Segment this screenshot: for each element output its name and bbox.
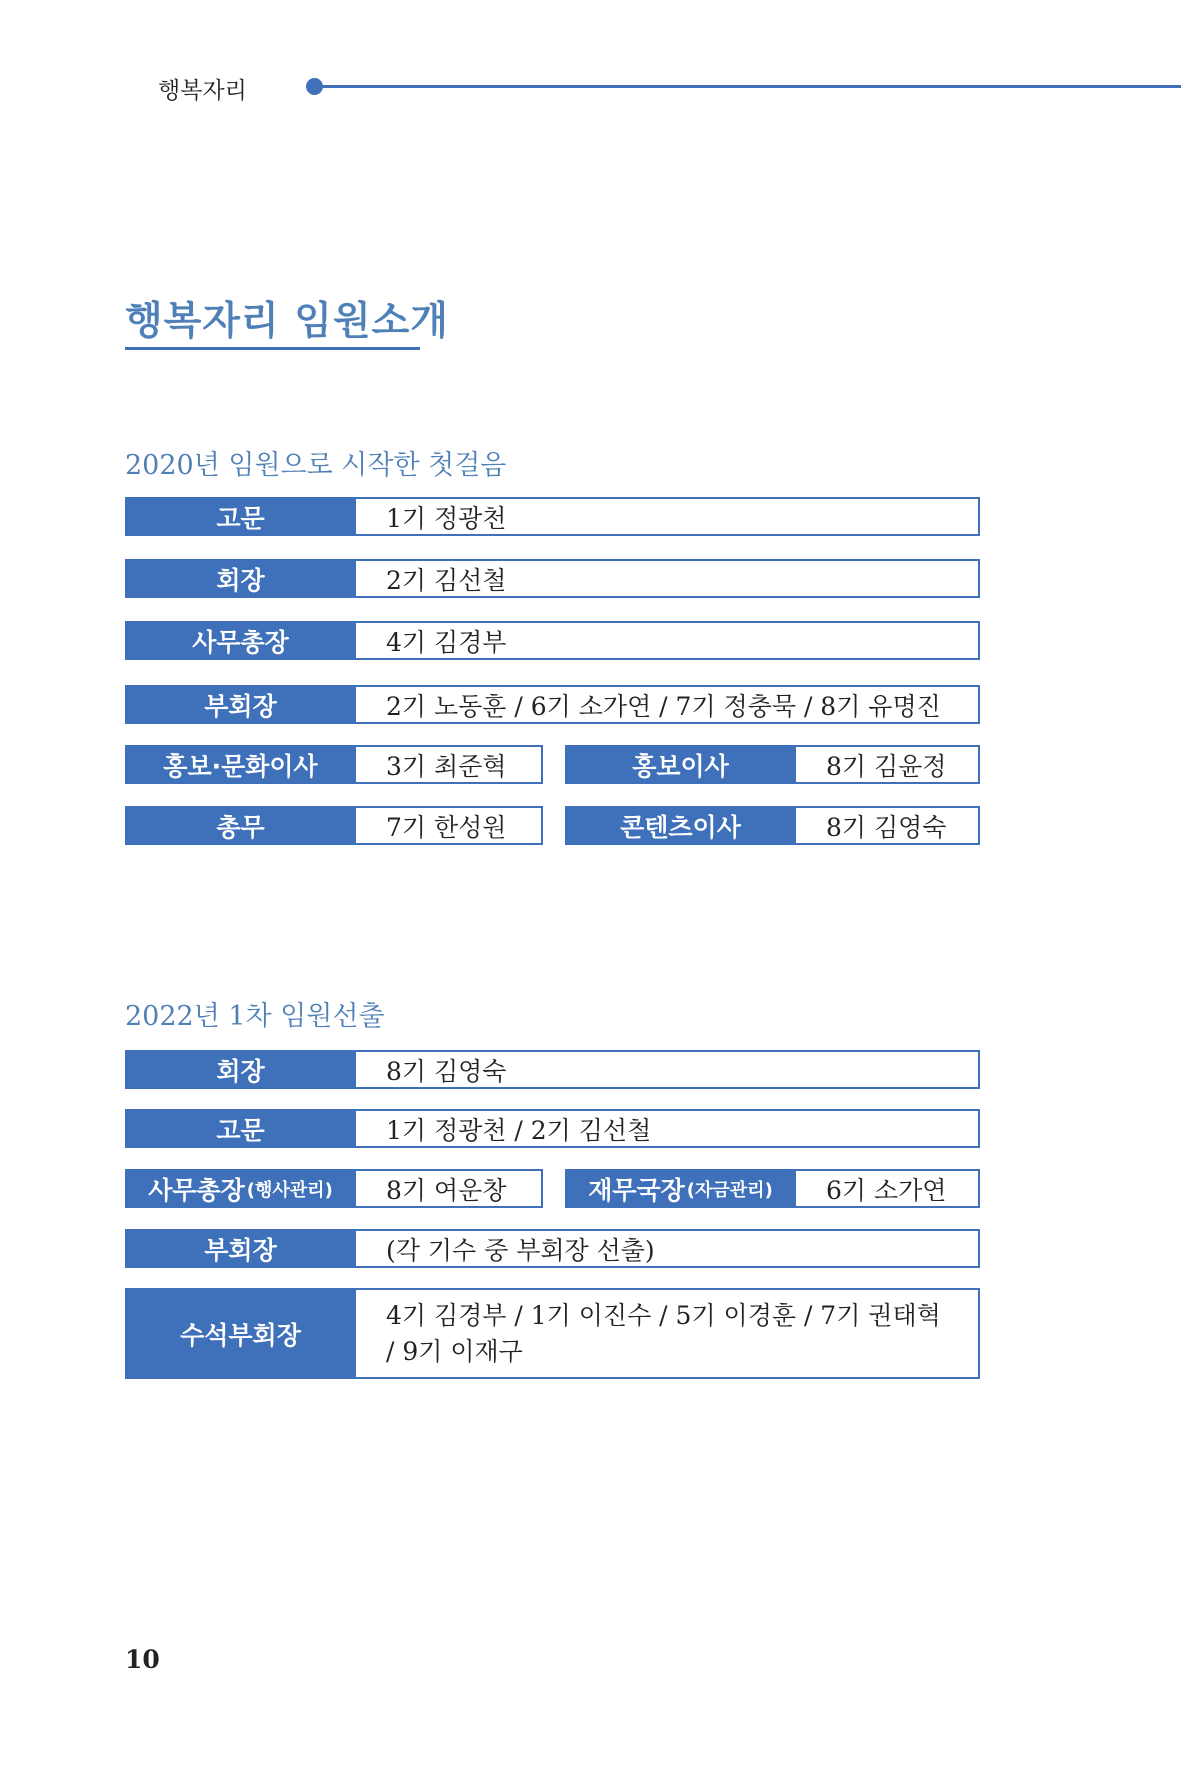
- officer-row-president-2020: [125, 559, 980, 598]
- role-label-text: 사무총장: [148, 1175, 245, 1205]
- role-label: 부회장: [125, 1229, 356, 1268]
- officer-cell-secretary-general-2022: [125, 1169, 543, 1208]
- role-label: 회장: [125, 1050, 356, 1089]
- role-label: 홍보이사: [565, 745, 796, 784]
- role-label: 수석부회장: [125, 1288, 356, 1379]
- header-rule: [318, 85, 1181, 88]
- role-value: 8기 여운창: [356, 1169, 543, 1208]
- role-label: 부회장: [125, 685, 356, 724]
- role-label: 회장: [125, 559, 356, 598]
- officer-row-advisor-2022: [125, 1109, 980, 1148]
- role-value: 8기 김영숙: [796, 806, 980, 845]
- role-value: 4기 김경부: [356, 621, 980, 660]
- officer-row-president-2022: [125, 1050, 980, 1089]
- officer-pair-row-general: [125, 806, 980, 845]
- role-value: 6기 소가연: [796, 1169, 980, 1208]
- role-label: [125, 1169, 356, 1208]
- officer-pair-row-pr: [125, 745, 980, 784]
- officer-cell-pr-culture: [125, 745, 543, 784]
- officer-row-advisor-2020: [125, 497, 980, 536]
- role-label-note: (행사관리): [246, 1179, 333, 1201]
- role-value: 7기 한성원: [356, 806, 543, 845]
- role-value: 1기 정광천: [356, 497, 980, 536]
- role-value: 8기 김윤정: [796, 745, 980, 784]
- officer-row-vice-president-2022: [125, 1229, 980, 1268]
- role-value-line: 4기 김경부 / 1기 이진수 / 5기 이경훈 / 7기 권태혁: [386, 1300, 941, 1330]
- running-header-title: 행복자리: [158, 78, 247, 104]
- page-number: 10: [125, 1645, 160, 1674]
- section-2022-heading: 2022년 1차 임원선출: [125, 1001, 385, 1032]
- officer-cell-general-affairs: [125, 806, 543, 845]
- role-value: [356, 1288, 980, 1379]
- role-value-line: / 9기 이재구: [386, 1336, 523, 1366]
- role-value: 2기 노동훈 / 6기 소가연 / 7기 정충묵 / 8기 유명진: [356, 685, 980, 724]
- role-value: 3기 최준혁: [356, 745, 543, 784]
- role-label-text: 재무국장: [588, 1175, 685, 1205]
- officer-cell-treasurer-2022: [565, 1169, 980, 1208]
- role-label: 고문: [125, 497, 356, 536]
- role-label-note: (자금관리): [686, 1179, 773, 1201]
- officer-row-senior-vice-president-2022: [125, 1288, 980, 1379]
- role-value: (각 기수 중 부회장 선출): [356, 1229, 980, 1268]
- title-underline: [125, 347, 420, 350]
- officer-cell-content-director: [565, 806, 980, 845]
- role-label: 홍보·문화이사: [125, 745, 356, 784]
- role-value: 1기 정광천 / 2기 김선철: [356, 1109, 980, 1148]
- page-title: 행복자리 임원소개: [125, 298, 449, 344]
- officer-pair-row-2022: [125, 1169, 980, 1208]
- role-label: 고문: [125, 1109, 356, 1148]
- officer-cell-pr-director: [565, 745, 980, 784]
- role-label: 사무총장: [125, 621, 356, 660]
- role-label: [565, 1169, 796, 1208]
- role-label: 총무: [125, 806, 356, 845]
- role-value: 2기 김선철: [356, 559, 980, 598]
- officer-row-vice-president-2020: [125, 685, 980, 724]
- officer-row-secretary-general-2020: [125, 621, 980, 660]
- role-label: 콘텐츠이사: [565, 806, 796, 845]
- role-value: 8기 김영숙: [356, 1050, 980, 1089]
- section-2020-heading: 2020년 임원으로 시작한 첫걸음: [125, 450, 507, 481]
